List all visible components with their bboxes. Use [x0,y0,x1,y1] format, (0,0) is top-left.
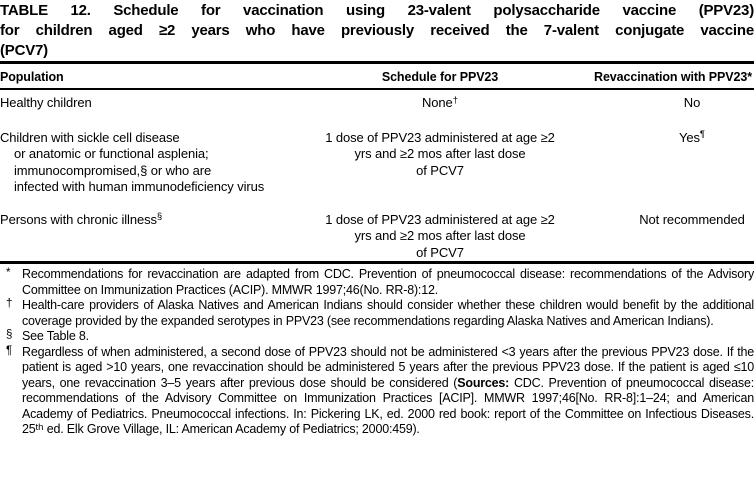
revaccination-text: No [683,95,701,110]
population-cell [0,130,300,196]
table-title-line: for children aged ≥2 years who have previously received the 7-valent conjugate vaccine [0,22,754,39]
footnote-marker: * [6,267,11,279]
footnotes-block [0,267,754,439]
footnote-marker: † [6,298,13,310]
schedule-line: yrs and ≥2 mos after last dose [354,228,526,243]
footnote-sources-label: Sources: [457,375,510,390]
footnote-marker: ¶ [6,344,12,357]
table-row [0,95,754,114]
table-title-line: (PCV7) [0,42,48,59]
schedule-line: of PCV7 [416,162,464,178]
footnote-pilcrow [0,345,754,439]
footnote-section [0,329,754,345]
footnote-text: Health-care providers of Alaska Natives and American Indians should consider whether these children would benefit by the additional coverage provided by the expanded serotypes in PPV23 (see recommendations regarding Alaska Natives and American Indians). [22,298,754,328]
population-cell [0,212,300,262]
revaccination-cell [580,95,754,114]
table-title-line: TABLE 12. Schedule for vaccination using 23-valent polysaccharide vaccine (PPV23) [0,2,754,19]
footnote-marker-pilcrow: ¶ [699,129,706,140]
column-header-population: Population [0,70,64,84]
schedule-cell [300,95,580,114]
population-line: or anatomic or functional asplenia; [14,146,209,161]
schedule-cell [300,212,580,262]
schedule-line: of PCV7 [416,244,464,260]
column-header-schedule: Schedule for PPV23 [381,70,499,84]
schedule-line: 1 dose of PPV23 administered at age ≥2 [325,129,555,145]
table-row [0,212,754,262]
revaccination-text: Yes [678,129,700,145]
revaccination-cell [580,212,754,262]
population-cell [0,95,300,114]
revaccination-cell [580,130,754,196]
footnote-marker-section: § [156,211,163,222]
table-header-row [0,61,754,90]
population-line: immunocompromised,§ or who are [14,162,212,178]
footnote-text: ed. Elk Grove Village, IL: American Academy of Pediatrics; 2000:459). [43,422,420,436]
footnote-divider-rule [0,261,754,264]
population-line: Children with sickle cell disease [0,129,180,145]
footnote-text: CDC. Prevention of pneumococcal disease: recommendations of the Advisory Committee on Immunization Practices [ACIP]. MMWR 1997;46[No. RR-8]:1–24; and American Academy of Pediatrics. Pneumococcal infections. In: Pickering LK, ed. 2000 red book: report of the Committee on Infectious Diseases. 25 [22,375,754,436]
footnote-text: Recommendations for revaccination are adapted from CDC. Prevention of pneumococcal disease: recommendations of the Advisory Committee on Immunization Practices (ACIP). MMWR 1997;46(No. RR-8):12. [22,267,754,297]
footnote-dagger [0,298,754,329]
footnote-text: Regardless of when administered, a second dose of PPV23 should not be administered <3 years after the previous PPV23 dose. If the patient is aged >10 years, one revaccination should be administered 5 years after the previous PPV23 dose. If the patient is aged ≤10 years, one revaccination 3–5 years after previous dose should be considered ( [22,344,754,390]
schedule-text: None [422,95,453,110]
schedule-line: yrs and ≥2 mos after last dose [354,146,526,161]
table-title [0,0,754,61]
schedule-line: 1 dose of PPV23 administered at age ≥2 [325,211,555,227]
table-row [0,130,754,196]
column-header-revaccination: Revaccination with PPV23* [594,70,752,84]
footnote-marker-dagger: † [452,94,458,106]
footnote-marker: § [6,329,13,341]
footnote-asterisk [0,267,754,298]
population-line: infected with human immunodeficiency virus [14,179,265,194]
schedule-cell [300,130,580,196]
population-text: Persons with chronic illness [0,211,157,227]
revaccination-text: Not recommended [639,211,745,227]
population-text: Healthy children [0,95,92,110]
ordinal-superscript: th [35,421,44,433]
footnote-text: See Table 8. [22,329,89,343]
